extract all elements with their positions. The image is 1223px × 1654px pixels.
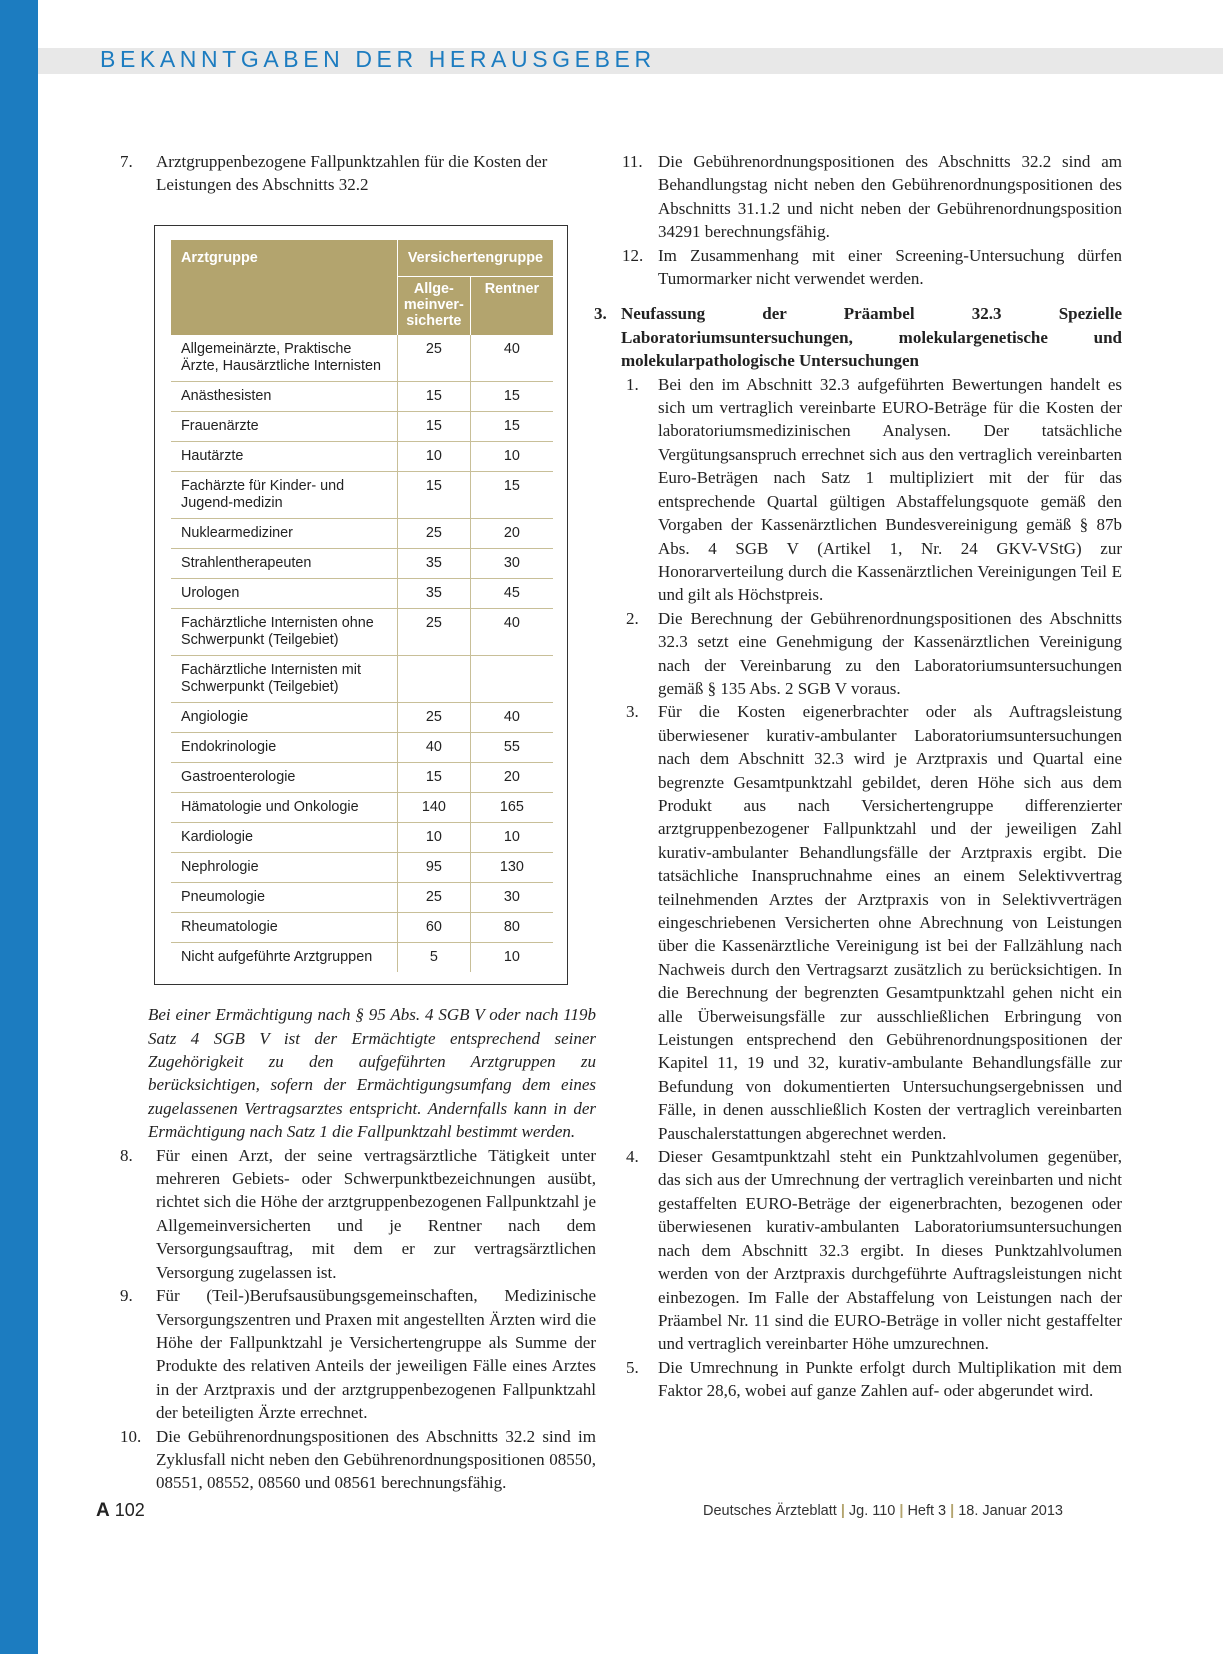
journal-date: 18. Januar 2013 [958,1503,1063,1519]
table-row [171,656,553,703]
item-text: Die Gebührenordnungspositionen des Abschnitts 32.2 sind im Zyklusfall nicht neben den Gebührenordnungspositionen 08550, 08551, 08552, 08560 und 08561 berechnungsfähig. [156,1426,596,1493]
table-row [171,519,553,549]
cell-rentner: 15 [470,472,553,519]
cell-rentner: 55 [470,733,553,763]
table-row [171,853,553,883]
journal-info [703,1503,1063,1519]
sub-item-2 [622,607,1122,701]
right-column [594,150,1122,1403]
cell-allgemeinversicherte: 15 [397,412,470,442]
cell-rentner: 20 [470,763,553,793]
cell-arztgruppe: Pneumologie [171,883,397,913]
table-row [171,943,553,973]
table-row [171,549,553,579]
journal-volume: Jg. 110 [848,1503,896,1519]
cell-allgemeinversicherte: 60 [397,913,470,943]
section-heading-3 [594,302,1122,372]
cell-rentner: 10 [470,823,553,853]
cell-rentner: 40 [470,609,553,656]
cell-allgemeinversicherte: 95 [397,853,470,883]
cell-arztgruppe: Hautärzte [171,442,397,472]
table-row [171,823,553,853]
cell-allgemeinversicherte: 35 [397,579,470,609]
cell-allgemeinversicherte: 40 [397,733,470,763]
item-number: 8. [120,1145,133,1165]
cell-arztgruppe: Anästhesisten [171,382,397,412]
table-row [171,733,553,763]
item-8 [120,1144,596,1284]
cell-rentner: 40 [470,703,553,733]
cell-allgemeinversicherte: 140 [397,793,470,823]
separator: | [899,1503,904,1519]
cell-allgemeinversicherte: 25 [397,335,470,382]
sub-item-1 [622,373,1122,607]
item-number: 10. [120,1426,142,1446]
cell-arztgruppe: Rheumatologie [171,913,397,943]
page-prefix: A [96,1500,110,1521]
cell-arztgruppe: Hämatologie und Onkologie [171,793,397,823]
cell-allgemeinversicherte: 10 [397,442,470,472]
heading-number: 3. [594,304,607,324]
separator: | [950,1503,955,1519]
header-arztgruppe: Arztgruppe [171,240,397,335]
fallpunktzahl-table [171,240,553,972]
cell-rentner: 30 [470,883,553,913]
item-number: 12. [622,245,644,265]
cell-rentner: 45 [470,579,553,609]
item-number: 5. [626,1357,639,1377]
item-text: Die Gebührenordnungspositionen des Abschnitts 32.2 sind am Behandlungstag nicht neben den Gebührenordnungspositionen des Abschnitts 31.1.2 und nicht neben der Gebührenordnungsposition 34291 berechnungsfähig. [658,152,1122,242]
item-text: Im Zusammenhang mit einer Screening-Untersuchung dürfen Tumormarker nicht verwendet werden. [658,245,1122,289]
item-7 [120,150,596,197]
separator: | [840,1503,845,1519]
cell-arztgruppe: Allgemeinärzte, Praktische Ärzte, Hausärztliche Internisten [171,335,397,382]
sidebar-band [0,0,38,1654]
cell-arztgruppe: Angiologie [171,703,397,733]
cell-arztgruppe: Fachärztliche Internisten mit Schwerpunkt (Teilgebiet) [171,656,397,703]
cell-allgemeinversicherte: 5 [397,943,470,973]
item-text: Für einen Arzt, der seine vertragsärztliche Tätigkeit unter mehreren Gebiets- oder Schwerpunktbezeichnungen ausübt, richtet sich die Höhe der arztgruppenbezogenen Fallpunktzahl je Allgemeinversicherten und je Rentner nach dem Versorgungsauftrag, mit dem er zur vertragsärztlichen Versorgung zugelassen ist. [156,1145,596,1282]
italic-note: Bei einer Ermächtigung nach § 95 Abs. 4 SGB V oder nach 119b Satz 4 SGB V ist der Ermächtigte entsprechend seiner Zugehörigkeit zu den aufgeführten Arztgruppen zu berücksichtigen, sofern der Ermächtigungsumfang dem eines zugelassenen Vertragsarztes entspricht. Andernfalls kann in der Ermächtigung nach Satz 1 die Fallpunktzahl bestimmt werden. [148,1005,596,1142]
cell-rentner: 10 [503,949,520,966]
item-text: Arztgruppenbezogene Fallpunktzahlen für die Kosten der Leistungen des Abschnitts 32.2 [156,152,548,195]
cell-rentner: 20 [470,519,553,549]
table-row [171,793,553,823]
heading-text: Neufassung der Präambel 32.3 Spezielle Laboratoriumsuntersuchungen, molekulargenetische und molekularpathologische Untersuchungen [621,304,1122,371]
sub-item-4 [622,1145,1122,1356]
journal-issue: Heft 3 [907,1503,947,1519]
fallpunktzahl-table-box [154,225,568,985]
cell-allgemeinversicherte: 10 [397,823,470,853]
cell-arztgruppe: Nicht aufgeführte Arztgruppen [171,943,397,973]
cell-arztgruppe: Fachärzte für Kinder- und Jugend-medizin [171,472,397,519]
cell-rentner: 165 [470,793,553,823]
cell-arztgruppe: Kardiologie [171,823,397,853]
table-body [171,335,553,972]
sub-item-3 [622,700,1122,1145]
table-row [171,412,553,442]
journal-name: Deutsches Ärzteblatt [703,1503,837,1519]
page-number-value: 102 [114,1500,145,1520]
cell-rentner: 30 [470,549,553,579]
item-number: 7. [120,152,133,171]
section-title: BEKANNTGABEN DER HERAUSGEBER [100,46,656,72]
cell-arztgruppe: Urologen [171,579,397,609]
item-10 [120,1425,596,1495]
item-number: 4. [626,1147,639,1167]
table-row [171,472,553,519]
item-text: Dieser Gesamtpunktzahl steht ein Punktzahlvolumen gegenüber, das sich aus der Umrechnung der vertraglich vereinbarten und nicht gestaffelten EURO-Beträge der eigenerbrachten, bezogenen oder überwiesenen kurativ-ambulanten Laboratoriumsuntersuchungen nach dem Abschnitt 32.3 ergibt. In dieses Punktzahlvolumen werden von der Arztpraxis durchgeführte Auftragsleistungen nicht einbezogen. Im Falle der Abstaffelung von Leistungen nach der Präambel Nr. 11 sind die EURO-Beträge in voller nicht gestaffelter und vertraglich vereinbarter Höhe umzurechnen. [658,1147,1122,1354]
item-number: 2. [626,608,639,628]
item-text: Die Umrechnung in Punkte erfolgt durch Multiplikation mit dem Faktor 28,6, wobei auf ganze Zahlen auf- oder abgerundet wird. [658,1357,1122,1401]
header-allgemeinversicherte: Allge- meinver- sicherte [397,277,470,336]
table-row [171,442,553,472]
cell-rentner: 15 [470,382,553,412]
table-row [171,382,553,412]
cell-rentner [470,656,553,703]
cell-arztgruppe: Fachärztliche Internisten ohne Schwerpunkt (Teilgebiet) [171,609,397,656]
cell-rentner: 130 [470,853,553,883]
cell-allgemeinversicherte: 35 [397,549,470,579]
cell-arztgruppe: Frauenärzte [171,412,397,442]
cell-allgemeinversicherte: 15 [397,763,470,793]
item-number: 11. [622,152,643,171]
item-number: 9. [120,1286,133,1306]
item-number: 1. [626,374,639,394]
cell-allgemeinversicherte [397,656,470,703]
item-12 [622,244,1122,291]
table-row [171,703,553,733]
cell-allgemeinversicherte: 15 [397,472,470,519]
cell-arztgruppe: Gastroenterologie [171,763,397,793]
cell-rentner: 40 [470,335,553,382]
table-row [171,763,553,793]
header-versichertengruppe: Versichertengruppe [397,240,553,277]
cell-rentner: 80 [470,913,553,943]
item-text: Die Berechnung der Gebührenordnungspositionen des Abschnitts 32.3 setzt eine Genehmigung der Kassenärztlichen Vereinigung nach der Vereinbarung zu den Laboratoriumsuntersuchungen gemäß § 135 Abs. 2 SGB V voraus. [658,608,1122,698]
cell-arztgruppe: Strahlentherapeuten [171,549,397,579]
cell-arztgruppe: Nuklearmediziner [171,519,397,549]
table-row [171,335,553,382]
left-column [120,150,596,1495]
cell-allgemeinversicherte: 25 [397,703,470,733]
table-row [171,579,553,609]
cell-rentner: 10 [470,442,553,472]
item-number: 3. [626,702,639,722]
item-11 [622,150,1122,244]
page-number [96,1500,145,1522]
cell-allgemeinversicherte: 25 [397,519,470,549]
table-row [171,609,553,656]
cell-rentner: 15 [470,412,553,442]
table-row [171,883,553,913]
item-9 [120,1284,596,1424]
cell-arztgruppe: Nephrologie [171,853,397,883]
cell-arztgruppe: Endokrinologie [171,733,397,763]
cell-allgemeinversicherte: 15 [397,382,470,412]
table-row [171,913,553,943]
header-rentner: Rentner [470,277,553,336]
item-text: Für (Teil-)Berufsausübungsgemeinschaften, Medizinische Versorgungszentren und Praxen mit angestellten Ärzten wird die Höhe der Fallpunktzahl je Versichertengruppe als Summe der Produkte des relativen Anteils der jeweiligen Fälle eines Arztes in der Arztpraxis und der arztgruppenbezogenen Fallpunktzahl der beteiligten Ärzte errechnet. [156,1286,596,1423]
sub-item-5 [622,1356,1122,1403]
item-text: Für die Kosten eigenerbrachter oder als Auftragsleistung überwiesener kurativ-ambulanter Laboratoriumsuntersuchungen nach dem Abschnitt 32.3 wird je Arztpraxis und Quartal eine begrenzte Gesamtpunktzahl gebildet, deren Höhe sich aus dem Produkt aus nach Versichertengruppe differenzierter arztgruppenbezogener Fallpunktzahl und der jeweiligen Zahl kurativ-ambulanter Behandlungsfälle der Arztpraxis ergibt. Die tatsächliche Inanspruchnahme eines an einem Selektivvertrag teilnehmenden Arztes der Arztpraxis von in Selektivverträgen eingeschriebenen Versicherten ohne Abrechnung von Leistungen über die Kassenärztliche Vereinigung ist bei der Fallzählung nach Nachweis durch den Vertragsarzt zusätzlich zu berücksichtigen. In die Berechnung der begrenzten Gesamtpunktzahl gehen nicht ein alle Überweisungsfälle zur ausschließlichen Erbringung von Leistungen entsprechend den Gebührenordnungspositionen der Kapitel 11, 19 und 32, kurativ-ambulante Behandlungsfälle zur Befundung von dokumentierten Untersuchungsergebnissen und Fälle, in denen ausschließlich Kosten der vertraglich vereinbarten Pauschalerstattungen abgerechnet werden. [658,702,1122,1143]
item-text: Bei den im Abschnitt 32.3 aufgeführten Bewertungen handelt es sich um vertraglich vereinbarte EURO-Beträge für die Kosten der laboratoriumsmedizinischen Analysen. Der tatsächliche Vergütungsanspruch errechnet sich aus den vertraglich vereinbarten Euro-Beträgen nach Satz 1 multipliziert mit der für das entsprechende Quartal gültigen Abstaffelungsquote gemäß den Vorgaben der Kassenärztlichen Bundesvereinigung gemäß § 87b Abs. 4 SGB V (Artikel 1, Nr. 24 GKV-VStG) zur Honorarverteilung durch die Kassenärztlichen Vereinigungen Teil E und gilt als Höchstpreis. [658,374,1122,605]
cell-allgemeinversicherte: 25 [397,609,470,656]
cell-allgemeinversicherte: 25 [397,883,470,913]
